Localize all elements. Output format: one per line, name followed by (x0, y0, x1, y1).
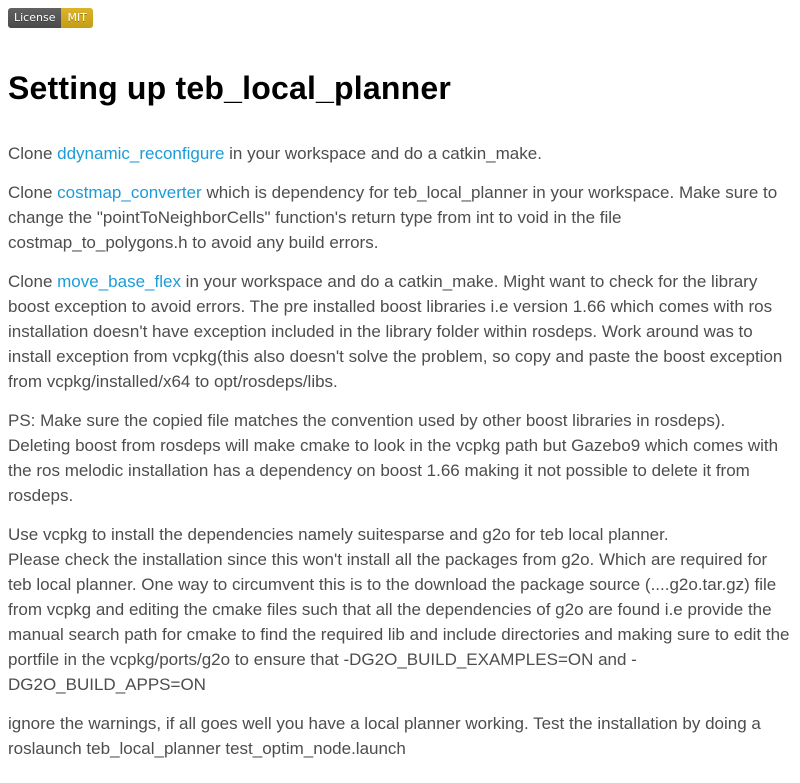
page-title: Setting up teb_local_planner (8, 70, 452, 106)
paragraph-ps-note (8, 408, 792, 508)
readme-content (8, 8, 792, 761)
link-costmap-converter[interactable]: costmap_converter (57, 183, 202, 202)
text-segment: Use vcpkg to install the dependencies namely suitesparse and g2o for teb local planner. (8, 525, 669, 544)
badge-value: MIT (61, 8, 92, 28)
license-badge[interactable] (8, 8, 93, 28)
text-segment: Clone (8, 144, 58, 163)
paragraph-clone-costmap-converter (8, 180, 792, 255)
text-segment: Please check the installation since this won't install all the packages from g2o. Which are required for teb local planner. One way to circumvent this is to the download the package source (....g2o.tar.gz) file from vcpkg and editing the cmake files such that all the dependencies of g2o are found i.e provide the manual search path for cmake to find the required lib and include directories and making sure to edit the portfile in the vcpkg/ports/g2o to ensure that -DG2O_BUILD_EXAMPLES=ON and -DG2O_BUILD_APPS=ON (8, 550, 790, 694)
text-segment: Clone (8, 183, 58, 202)
text-segment: Clone (8, 272, 58, 291)
text-segment: PS: Make sure the copied file matches the convention used by other boost libraries in rosdeps). Deleting boost from rosdeps will make cmake to look in the vcpkg path but Gazebo9 which comes with the ros melodic installation has a dependency on boost 1.66 making it not possible to delete it from rosdeps. (8, 411, 779, 505)
text-segment: ignore the warnings, if all goes well you have a local planner working. Test the installation by doing a roslaunch teb_local_planner test_optim_node.launch (8, 714, 761, 758)
link-ddynamic-reconfigure[interactable]: ddynamic_reconfigure (57, 144, 225, 163)
text-segment: in your workspace and do a catkin_make. Might want to check for the library boost exception to avoid errors. The pre installed boost libraries i.e version 1.66 which comes with ros installation doesn't have exception included in the library folder within rosdeps. Work around was to install exception from vcpkg(this also doesn't solve the problem, so copy and paste the boost exception from vcpkg/installed/x64 to opt/rosdeps/libs. (8, 272, 783, 391)
badge-label: License (8, 8, 61, 28)
paragraph-clone-ddynamic (8, 141, 792, 166)
paragraph-clone-move-base-flex (8, 269, 792, 394)
text-segment: in your workspace and do a catkin_make. (224, 144, 542, 163)
paragraph-test-installation (8, 711, 792, 761)
badge-row (8, 8, 792, 28)
paragraph-vcpkg-dependencies (8, 522, 792, 697)
link-move-base-flex[interactable]: move_base_flex (57, 272, 181, 291)
text-segment: which is dependency for teb_local_planner in your workspace. Make sure to change the "pointToNeighborCells" function's return type from int to void in the file costmap_to_polygons.h to avoid any build errors. (8, 183, 778, 252)
